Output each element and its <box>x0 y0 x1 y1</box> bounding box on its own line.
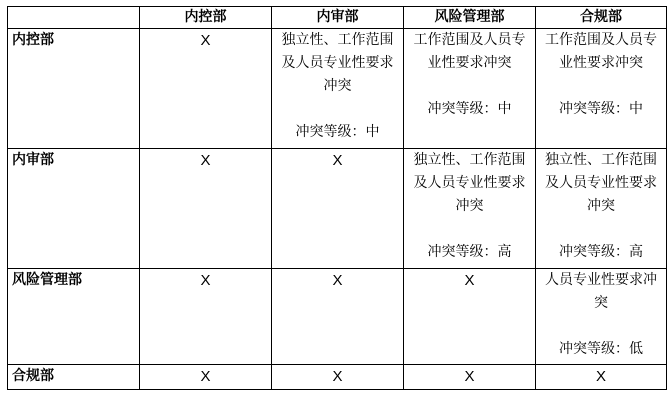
matrix-cell <box>272 149 404 269</box>
conflict-matrix-table <box>7 6 667 390</box>
row-header-compliance: 合规部 <box>8 365 140 390</box>
conflict-level: 冲突等级：高 <box>427 244 512 260</box>
cross-mark: X <box>200 368 211 385</box>
conflict-description: 独立性、工作范围及人员专业性要求冲突 <box>281 32 394 94</box>
header-row <box>8 7 667 29</box>
matrix-cell <box>404 365 536 390</box>
row-header-internal-audit: 内审部 <box>8 149 140 269</box>
cross-mark: X <box>332 368 343 385</box>
matrix-cell <box>536 29 667 149</box>
matrix-cell <box>404 149 536 269</box>
cross-mark: X <box>332 152 343 169</box>
table-row <box>8 149 667 269</box>
matrix-cell <box>536 149 667 269</box>
matrix-cell <box>272 29 404 149</box>
cross-mark: X <box>332 272 343 289</box>
col-header-internal-control: 内控部 <box>140 7 272 29</box>
cross-mark: X <box>200 272 211 289</box>
col-header-compliance: 合规部 <box>536 7 667 29</box>
col-header-risk-management: 风险管理部 <box>404 7 536 29</box>
conflict-level: 冲突等级：高 <box>559 244 643 260</box>
corner-cell <box>8 7 140 29</box>
conflict-level: 冲突等级：中 <box>295 124 380 140</box>
matrix-cell <box>140 269 272 365</box>
cross-mark: X <box>200 152 211 169</box>
matrix-cell <box>272 365 404 390</box>
matrix-cell <box>272 269 404 365</box>
matrix-cell <box>404 269 536 365</box>
cross-mark: X <box>200 32 211 49</box>
col-header-internal-audit: 内审部 <box>272 7 404 29</box>
cross-mark: X <box>595 368 606 385</box>
table-row <box>8 29 667 149</box>
matrix-cell <box>536 365 667 390</box>
conflict-description: 独立性、工作范围及人员专业性要求冲突 <box>545 152 657 214</box>
matrix-cell <box>140 365 272 390</box>
conflict-description: 工作范围及人员专业性要求冲突 <box>413 32 526 71</box>
conflict-level: 冲突等级：中 <box>427 101 512 117</box>
table-row <box>8 365 667 390</box>
conflict-level: 冲突等级：中 <box>559 101 643 117</box>
conflict-description: 工作范围及人员专业性要求冲突 <box>545 32 657 71</box>
matrix-cell <box>404 29 536 149</box>
table-row <box>8 269 667 365</box>
cross-mark: X <box>464 368 475 385</box>
row-header-internal-control: 内控部 <box>8 29 140 149</box>
matrix-cell <box>140 149 272 269</box>
cross-mark: X <box>464 272 475 289</box>
conflict-description: 独立性、工作范围及人员专业性要求冲突 <box>413 152 526 214</box>
matrix-cell <box>536 269 667 365</box>
conflict-description: 人员专业性要求冲突 <box>545 272 657 311</box>
conflict-level: 冲突等级：低 <box>559 341 643 357</box>
matrix-cell <box>140 29 272 149</box>
row-header-risk-management: 风险管理部 <box>8 269 140 365</box>
